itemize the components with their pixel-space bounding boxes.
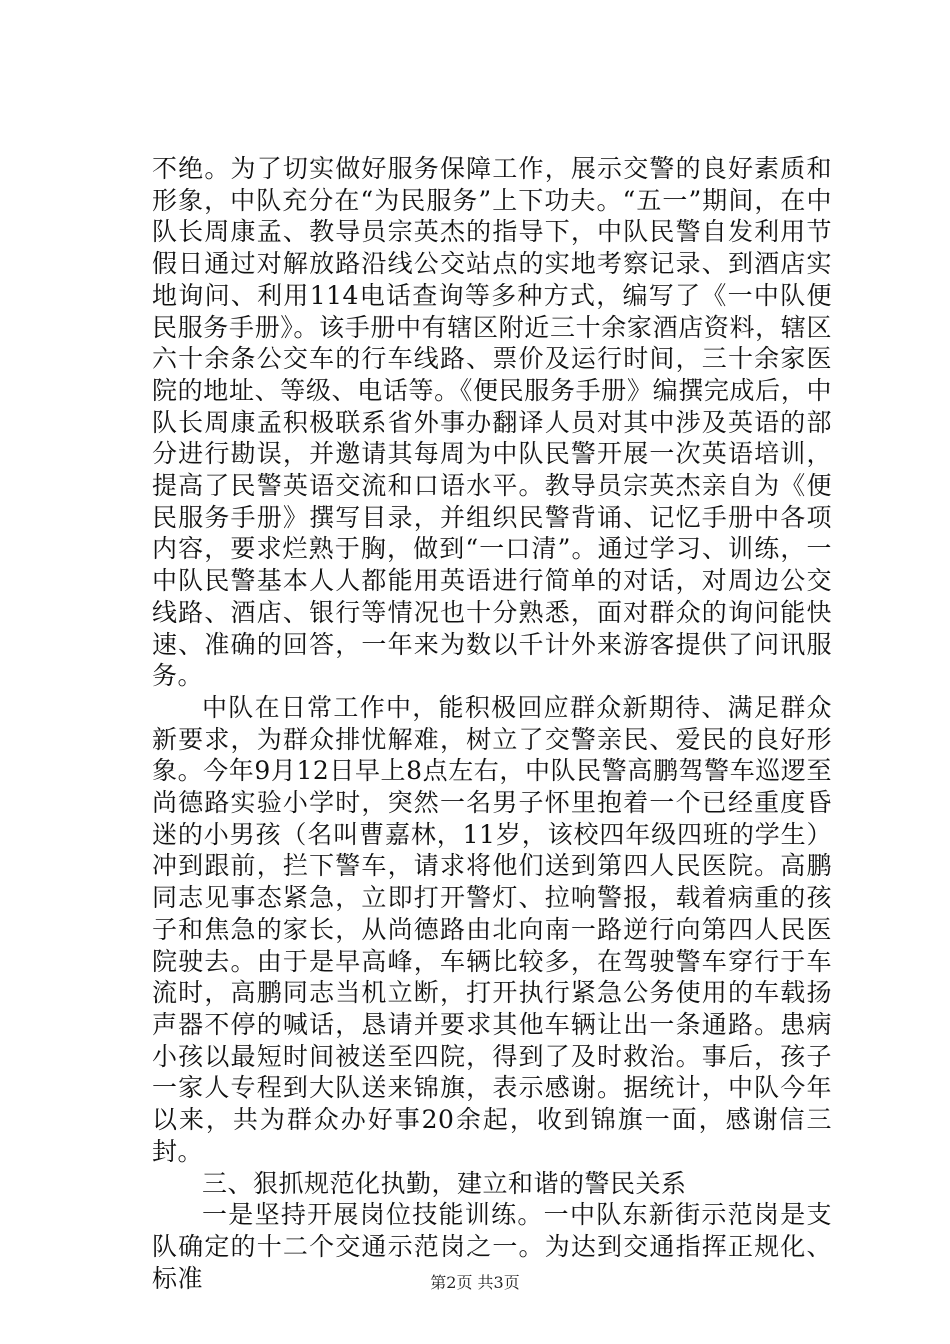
paragraph-1: 不绝。为了切实做好服务保障工作，展示交警的良好素质和形象，中队充分在“为民服务”上下功夫。“五一”期间，在中队长周康孟、教导员宗英杰的指导下，中队民警自发利用节假日通过对解放路沿线公交站点的实地考察记录、到酒店实地询问、利用114电话查询等多种方式，编写了《一中队便民服务手册》。该手册中有辖区附近三十余家酒店资料，辖区六十余条公交车的行车线路、票价及运行时间，三十余家医院的地址、等级、电话等。《便民服务手册》编撰完成后，中队长周康孟积极联系省外事办翻译人员对其中涉及英语的部分进行勘误，并邀请其每周为中队民警开展一次英语培训，提高了民警英语交流和口语水平。教导员宗英杰亲自为《便民服务手册》撰写目录，并组织民警背诵、记忆手册中各项内容，要求烂熟于胸，做到“一口清”。通过学习、训练，一中队民警基本人人都能用英语进行简单的对话，对周边公交线路、酒店、银行等情况也十分熟悉，面对群众的询问能快速、准确的回答，一年来为数以千计外来游客提供了问讯服务。 — [152, 154, 832, 691]
paragraph-3: 一是坚持开展岗位技能训练。一中队东新街示范岗是支队确定的十二个交通示范岗之一。为达到交通指挥正规化、标准 — [152, 1200, 832, 1293]
section-heading: 三、狠抓规范化执勤，建立和谐的警民关系 — [202, 1168, 687, 1198]
page-footer: 第2页 共3页 — [430, 1273, 520, 1292]
paragraph-2: 中队在日常工作中，能积极回应群众新期待、满足群众新要求，为群众排忧解难，树立了交警亲民、爱民的良好形象。今年9月12日早上8点左右，中队民警高鹏驾警车巡逻至尚德路实验小学时，突然一名男子怀里抱着一个已经重度昏迷的小男孩（名叫曹嘉林，11岁，该校四年级四班的学生）冲到跟前，拦下警车，请求将他们送到第四人民医院。高鹏同志见事态紧急，立即打开警灯、拉响警报，载着病重的孩子和焦急的家长，从尚德路由北向南一路逆行向第四人民医院驶去。由于是早高峰，车辆比较多，在驾驶警车穿行于车流时，高鹏同志当机立断，打开执行紧急公务使用的车载扬声器不停的喊话，恳请并要求其他车辆让出一条通路。患病小孩以最短时间被送至四院，得到了及时救治。事后，孩子一家人专程到大队送来锦旗，表示感谢。据统计，中队今年以来，共为群众办好事20余起，收到锦旗一面，感谢信三封。 — [152, 692, 832, 1166]
document-body — [152, 153, 832, 1294]
